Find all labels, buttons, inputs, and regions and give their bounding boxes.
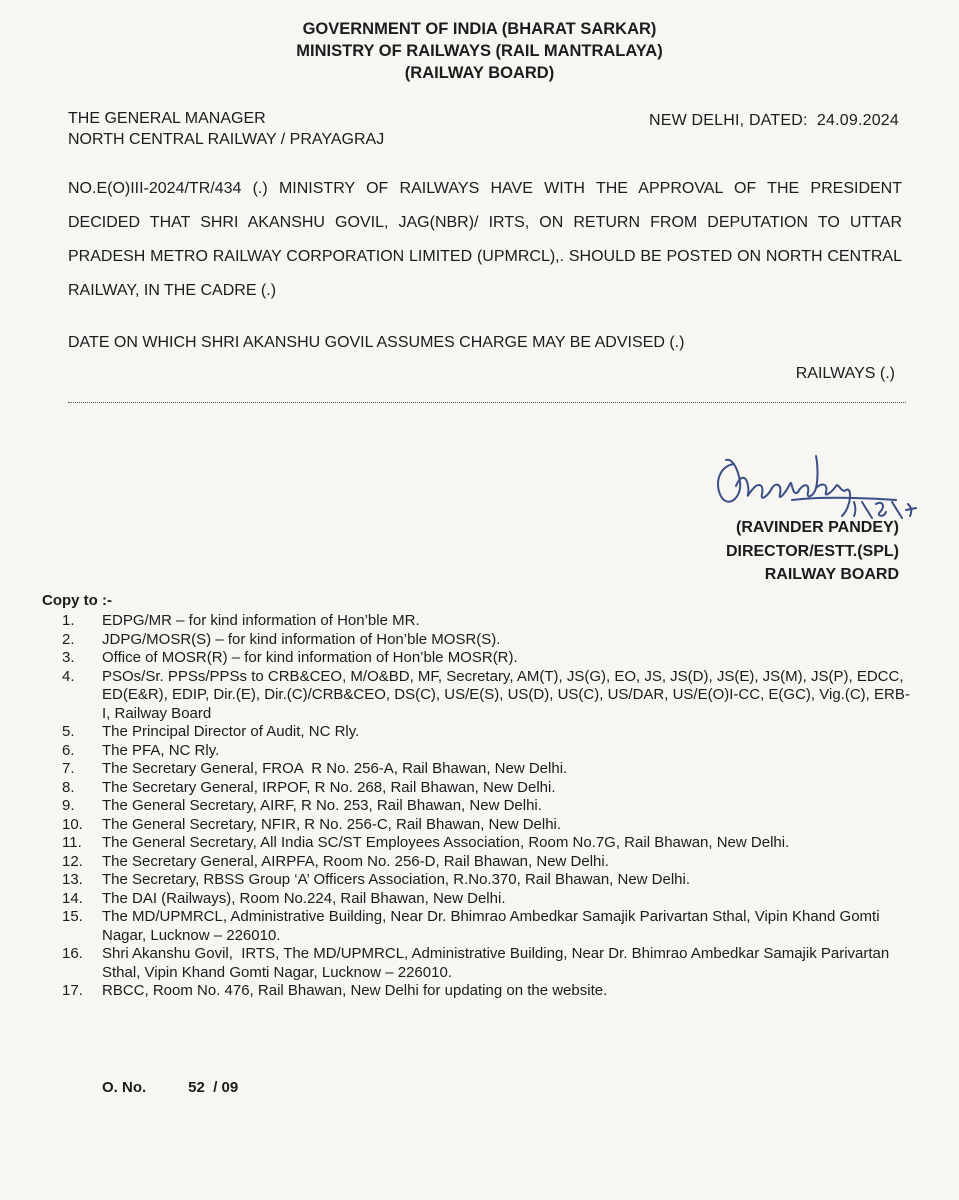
copy-to-item [62, 816, 912, 835]
copy-to-item [62, 723, 912, 742]
copy-to-item [62, 631, 912, 650]
letterhead-line-board: (RAILWAY BOARD) [404, 64, 555, 82]
copy-to-item [62, 853, 912, 872]
copy-to-item-number: 2. [62, 630, 75, 648]
copy-to-item-text: The PFA, NC Rly. [102, 741, 220, 759]
copy-to-item [62, 779, 912, 798]
copy-to-item [62, 797, 912, 816]
copy-to-item-number: 1. [62, 612, 75, 629]
copy-to-item-number: 5. [62, 723, 75, 740]
copy-to-item-text: The DAI (Railways), Room No.224, Rail Bhawan, New Delhi. [102, 889, 506, 907]
signatory-name: (RAVINDER PANDEY) [736, 519, 899, 536]
copy-to-item [62, 982, 912, 1001]
letterhead-line-government: GOVERNMENT OF INDIA (BHARAT SARKAR) [302, 20, 657, 38]
copy-to-item-text: The MD/UPMRCL, Administrative Building, Near Dr. Bhimrao Ambedkar Samajik Parivartan Sthal, Vipin Khand Gomti Nagar, Lucknow – 226010. [102, 908, 884, 944]
order-number-value: 52 / 09 [188, 1079, 239, 1096]
copy-to-item-text: Shri Akanshu Govil, IRTS, The MD/UPMRCL, Administrative Building, Near Dr. Bhimrao Ambedkar Samajik Parivartan Sthal, Vipin Khand Gomti Nagar, Lucknow – 226010. [102, 945, 894, 981]
copy-to-item-text: PSOs/Sr. PPSs/PPSs to CRB&CEO, M/O&BD, MF, Secretary, AM(T), JS(G), EO, JS, JS(D), JS(E), JS(M), JS(P), EDCC, ED(E&R), EDIP, Dir.(E), Dir.(C)/CRB&CEO, DS(C), US/E(S), US(D), US(C), US/DAR, US/E(O)I-CC, E(GC), Vig.(C), ERB-I, Railway Board [102, 667, 910, 722]
copy-to-item-number: 10. [62, 815, 83, 833]
copy-to-item-text: The General Secretary, AIRF, R No. 253, Rail Bhawan, New Delhi. [102, 797, 542, 814]
copy-to-item-number: 6. [62, 741, 75, 759]
copy-to-item [62, 908, 912, 945]
copy-to-item-number: 8. [62, 778, 75, 796]
copy-to-item-number: 9. [62, 797, 75, 814]
copy-to-item-text: RBCC, Room No. 476, Rail Bhawan, New Delhi for updating on the website. [102, 982, 608, 999]
handwritten-signature [706, 446, 946, 526]
copy-to-item-text: The Secretary, RBSS Group ‘A’ Officers Association, R.No.370, Rail Bhawan, New Delhi. [102, 871, 691, 888]
copy-to-item [62, 742, 912, 761]
copy-to-item-number: 4. [62, 667, 75, 685]
copy-to-item-number: 17. [62, 982, 83, 999]
copy-to-item-text: The General Secretary, All India SC/ST Employees Association, Room No.7G, Rail Bhawan, New Delhi. [102, 834, 790, 851]
copy-to-item [62, 612, 912, 631]
recipient-address [68, 108, 384, 150]
letter-date: NEW DELHI, DATED: 24.09.2024 [648, 112, 899, 129]
copy-to-item [62, 760, 912, 779]
copy-to-item [62, 834, 912, 853]
copy-to-item-number: 16. [62, 945, 83, 962]
copy-to-item [62, 945, 912, 982]
copy-to-item [62, 890, 912, 909]
recipient-title: THE GENERAL MANAGER [68, 110, 266, 127]
copy-to-item [62, 871, 912, 890]
copy-to-item [62, 649, 912, 668]
copy-to-list [62, 612, 912, 1001]
copy-to-item-text: JDPG/MOSR(S) – for kind information of Hon’ble MOSR(S). [102, 630, 501, 648]
copy-to-item-text: The Secretary General, AIRPFA, Room No. 256-D, Rail Bhawan, New Delhi. [102, 852, 609, 870]
closing-railways: RAILWAYS (.) [795, 365, 895, 382]
copy-to-item-text: Office of MOSR(R) – for kind information of Hon’ble MOSR(R). [102, 649, 518, 666]
copy-to-item-text: The Principal Director of Audit, NC Rly. [102, 723, 360, 740]
copy-to-item-number: 14. [62, 889, 83, 907]
copy-to-item-text: The Secretary General, IRPOF, R No. 268, Rail Bhawan, New Delhi. [102, 778, 556, 796]
charge-paragraph: DATE ON WHICH SHRI AKANSHU GOVIL ASSUMES CHARGE MAY BE ADVISED (.) [68, 334, 685, 351]
copy-to-item-text: The Secretary General, FROA R No. 256-A, Rail Bhawan, New Delhi. [102, 760, 568, 777]
copy-to-item-number: 7. [62, 760, 75, 777]
copy-to-item-number: 12. [62, 852, 83, 870]
order-number [102, 1079, 238, 1096]
copy-to-item-number: 3. [62, 649, 75, 666]
dotted-divider [68, 402, 906, 403]
recipient-railway: NORTH CENTRAL RAILWAY / PRAYAGRAJ [68, 131, 385, 148]
order-number-label: O. No. [102, 1079, 147, 1096]
signatory-designation: DIRECTOR/ESTT.(SPL) [725, 542, 899, 560]
letterhead-line-ministry: MINISTRY OF RAILWAYS (RAIL MANTRALAYA) [296, 42, 663, 60]
copy-to-item-number: 11. [62, 834, 82, 851]
copy-to-item-number: 15. [62, 908, 83, 925]
copy-to-item-text: The General Secretary, NFIR, R No. 256-C, Rail Bhawan, New Delhi. [102, 815, 562, 833]
letterhead [0, 18, 959, 84]
signatory-office: RAILWAY BOARD [764, 566, 899, 583]
copy-to-heading: Copy to :- [42, 592, 112, 609]
copy-to-item-number: 13. [62, 871, 83, 888]
copy-to-item-text: EDPG/MR – for kind information of Hon’ble MR. [102, 612, 420, 629]
copy-to-item [62, 668, 912, 724]
signatory-block [726, 516, 899, 587]
order-paragraph: NO.E(O)III-2024/TR/434 (.) MINISTRY OF RAILWAYS HAVE WITH THE APPROVAL OF THE PRESIDENT DECIDED THAT SHRI AKANSHU GOVIL, JAG(NBR)/ IRTS, ON RETURN FROM DEPUTATION TO UTTAR PRADESH METRO RAILWAY CORPORATION LIMITED (UPMRCL),. SHOULD BE POSTED ON NORTH CENTRAL RAILWAY, IN THE CADRE (.) [68, 180, 902, 299]
